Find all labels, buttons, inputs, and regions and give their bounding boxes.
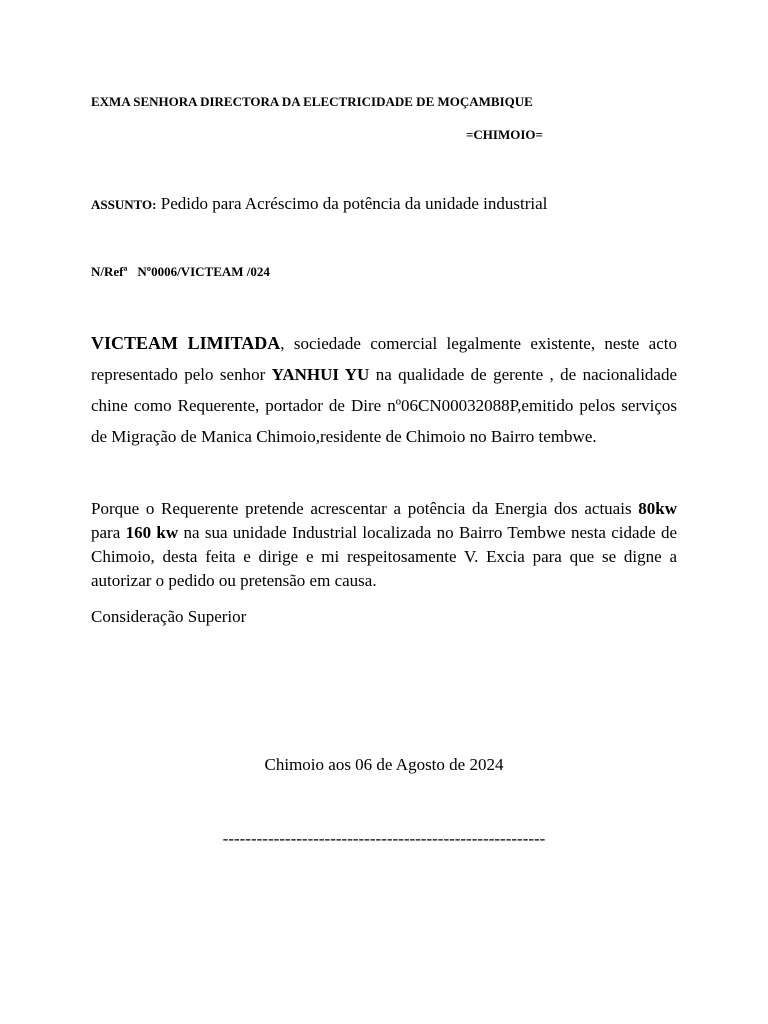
subject-line (91, 194, 547, 214)
addressee: EXMA SENHORA DIRECTORA DA ELECTRICIDADE DE MOÇAMBIQUE (91, 94, 533, 109)
request-text-b: para (91, 523, 126, 542)
representative-name: YANHUI YU (271, 365, 370, 384)
reference-number: Nº0006/VICTEAM /024 (137, 264, 270, 279)
request-text-a: Porque o Requerente pretende acrescentar a potência da Energia dos actuais (91, 499, 639, 518)
current-power: 80kw (638, 499, 677, 518)
company-name: VICTEAM LIMITADA (91, 333, 281, 353)
new-power: 160 kw (125, 523, 179, 542)
request-text-c: na sua unidade Industrial localizada no Bairro Tembwe nesta cidade de Chimoio, desta feita e dirige e mi respeitosamente V. Excia para que se digne a autorizar o pedido ou pretensão em causa. (91, 523, 677, 590)
addressee-city: =CHIMOIO= (466, 127, 543, 142)
intro-paragraph (91, 328, 677, 452)
signature-line: --------------------------------------------------------- (222, 829, 546, 848)
intro-text-a: , sociedade comercial legalmente existente, neste acto representado pelo senhor (91, 334, 677, 384)
closing-line: Consideração Superior (91, 607, 247, 626)
subject-label: ASSUNTO: (91, 197, 157, 212)
reference-label: N/Refª (91, 264, 128, 279)
intro-text-b: na qualidade de gerente , de nacionalidade chine como Requerente, portador de Dire nº06CN00032088P,emitido pelos serviços de Migração de Manica Chimoio,residente de Chimoio no Bairro tembwe. (91, 365, 678, 446)
date-line: Chimoio aos 06 de Agosto de 2024 (264, 755, 504, 774)
subject-text: Pedido para Acréscimo da potência da unidade industrial (156, 194, 548, 213)
reference-line (91, 264, 270, 280)
request-paragraph (91, 497, 677, 593)
